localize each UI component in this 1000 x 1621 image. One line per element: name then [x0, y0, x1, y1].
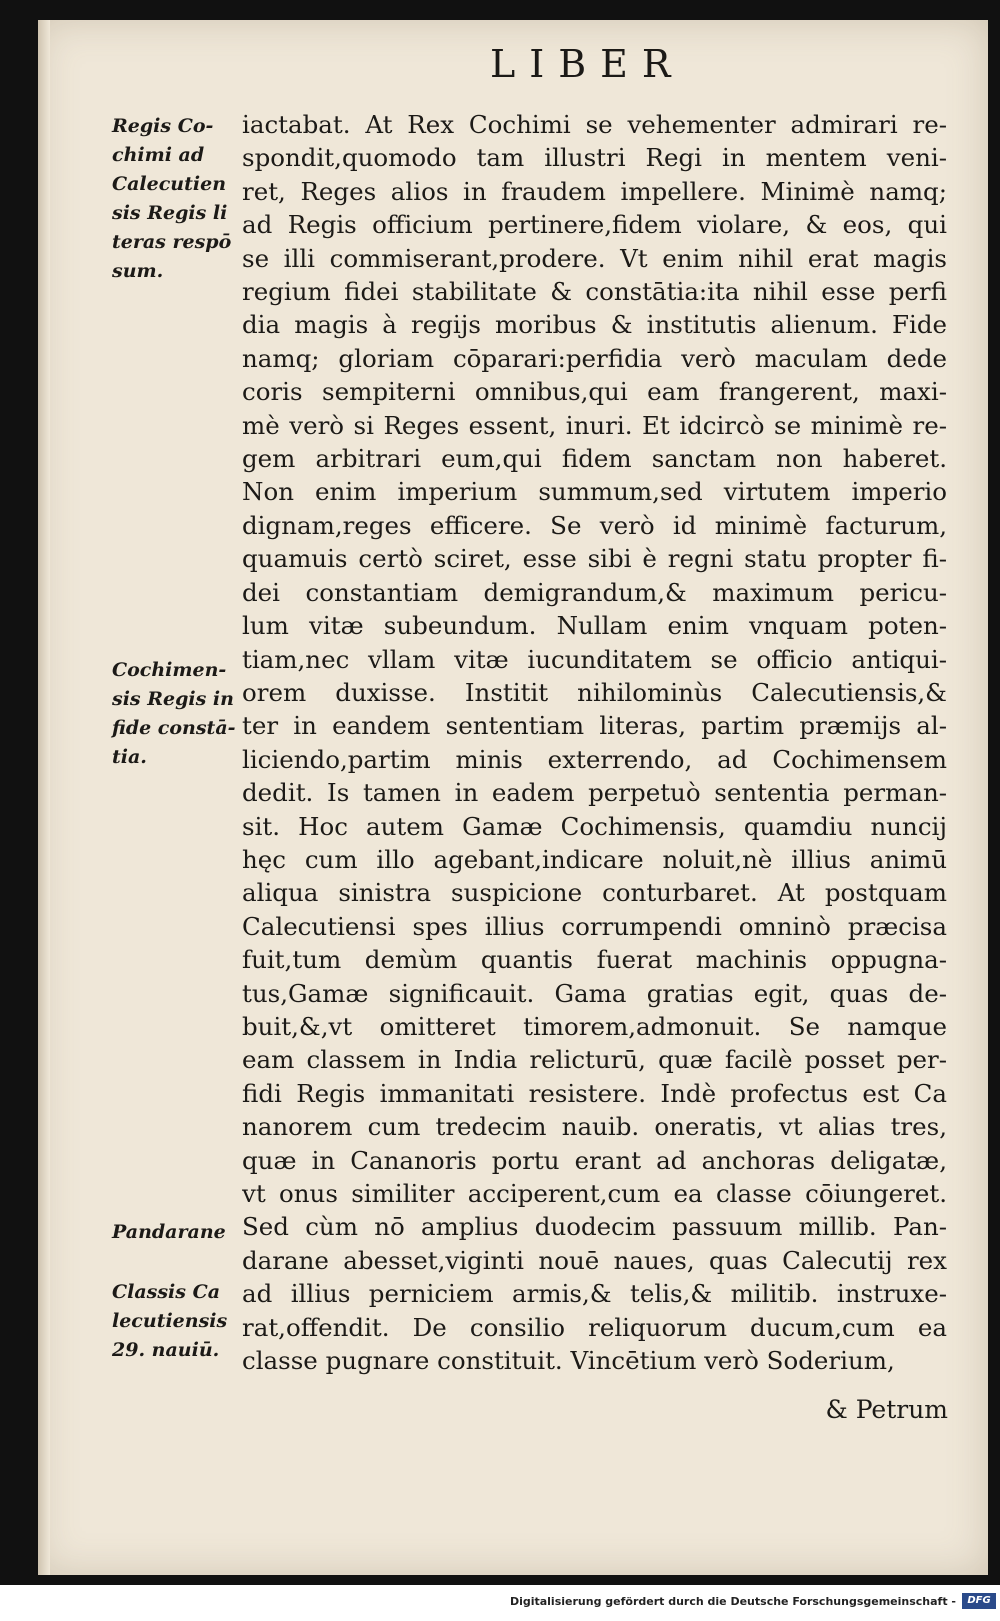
text-line: ter in eandem sententiam literas, partim præmijs al- [242, 711, 947, 741]
marginal-note-line: sum. [112, 260, 164, 282]
text-line: dei constantiam demigrandum,& maximum pericu- [242, 577, 947, 607]
marginal-note-line: Cochimen- [112, 659, 227, 681]
text-line: darane abesset,viginti nouē naues, quas Calecutij rex [242, 1245, 947, 1275]
dfg-credit-text: Digitalisierung gefördert durch die Deutsche Forschungsgemeinschaft - [509, 1595, 956, 1608]
text-line: tiam,nec vllam vitæ iucunditatem se officio antiqui- [242, 644, 947, 674]
marginal-note-2 [112, 656, 236, 772]
footer-bar [0, 1585, 1000, 1621]
text-line: quæ in Cananoris portu erant ad anchoras deligatæ, [242, 1145, 947, 1175]
marginal-note-line: tia. [112, 746, 147, 768]
text-line: nanorem cum tredecim nauib. oneratis, vt alias tres, [242, 1112, 947, 1142]
marginal-note-3 [112, 1218, 226, 1247]
text-line: namq; gloriam cōparari:perfidia verò maculam dede [242, 343, 947, 373]
text-line: quamuis certò sciret, esse sibi è regni statu propter fi- [242, 544, 947, 574]
text-line: Non enim imperium summum,sed virtutem imperio [242, 477, 947, 507]
marginal-note-line: Classis Ca [112, 1281, 221, 1303]
marginal-note-line: Pandarane [112, 1221, 226, 1243]
marginal-note-line: teras respō [112, 231, 232, 253]
marginal-note-line: Regis Co- [112, 115, 214, 137]
catchword: & Petrum [825, 1395, 948, 1424]
text-line: Calecutiensi spes illius corrumpendi omninò præcisa [242, 911, 947, 941]
text-line: liciendo,partim minis exterrendo, ad Cochimensem [242, 744, 947, 774]
main-text-block [242, 108, 947, 1377]
running-head: LIBER [490, 42, 685, 86]
text-line: aliqua sinistra suspicione conturbaret. At postquam [242, 878, 947, 908]
text-line: fuit,tum demùm quantis fuerat machinis oppugna- [242, 945, 947, 975]
text-line: tus,Gamæ significauit. Gama gratias egit, quas de- [242, 978, 947, 1008]
marginal-note-line: lecutiensis [112, 1310, 228, 1332]
text-line: ad Regis officium pertinere,fidem violare, & eos, qui [242, 210, 947, 240]
text-line: ad illius perniciem armis,& telis,& militib. instruxe- [242, 1279, 947, 1309]
text-line: classe pugnare constituit. Vincētium verò Soderium, [242, 1346, 895, 1376]
text-line: spondit,quomodo tam illustri Regi in mentem veni- [242, 143, 947, 173]
text-line: fidi Regis immanitati resistere. Indè profectus est Ca [242, 1078, 947, 1108]
marginal-note-line: Calecutien [112, 173, 227, 195]
text-line: buit,&,vt omitteret timorem,admonuit. Se namque [242, 1011, 947, 1041]
text-line: sit. Hoc autem Gamæ Cochimensis, quamdiu nuncij [242, 811, 947, 841]
text-line: mè verò si Reges essent, inuri. Et idcircò se minimè re- [242, 410, 947, 440]
text-line: se illi commiserant,prodere. Vt enim nihil erat magis [242, 243, 947, 273]
marginal-note-line: sis Regis in [112, 688, 234, 710]
text-line: iactabat. At Rex Cochimi se vehementer admirari re- [242, 110, 947, 139]
text-line: eam classem in India relicturū, quæ facilè posset per- [242, 1045, 947, 1075]
marginal-note-1 [112, 112, 231, 286]
text-line: gem arbitrari eum,qui fidem sanctam non haberet. [242, 444, 947, 474]
text-line: Sed cùm nō amplius duodecim passuum millib. Pan- [242, 1212, 947, 1242]
marginal-note-line: sis Regis li [112, 202, 228, 224]
marginal-note-line: 29. nauiū. [112, 1339, 220, 1361]
text-line: vt onus similiter acciperent,cum ea classe cōiungeret. [242, 1179, 947, 1208]
marginal-note-4 [112, 1278, 227, 1365]
text-line: hęc cum illo agebant,indicare noluit,nè illius animū [242, 844, 947, 874]
text-line: lum vitæ subeundum. Nullam enim vnquam poten- [242, 611, 947, 641]
text-line: ret, Reges alios in fraudem impellere. Minimè namq; [242, 176, 947, 206]
page-gutter-shadow [38, 20, 50, 1575]
marginal-note-line: fide constā- [112, 717, 236, 739]
text-line: dignam,reges efficere. Se verò id minimè facturum, [242, 510, 947, 540]
text-line: orem duxisse. Institit nihilominùs Calecutiensis,& [242, 677, 947, 707]
marginal-note-line: chimi ad [112, 144, 205, 166]
text-line: dedit. Is tamen in eadem perpetuò sententia perman- [242, 778, 947, 808]
dfg-logo: DFG [962, 1593, 996, 1609]
text-line: coris sempiterni omnibus,qui eam frangerent, maxi- [242, 377, 947, 407]
text-line: dia magis à regijs moribus & institutis alienum. Fide [242, 310, 947, 340]
text-line: regium fidei stabilitate & constātia:ita nihil esse perfi [242, 277, 947, 307]
text-line: rat,offendit. De consilio reliquorum ducum,cum ea [242, 1312, 947, 1342]
